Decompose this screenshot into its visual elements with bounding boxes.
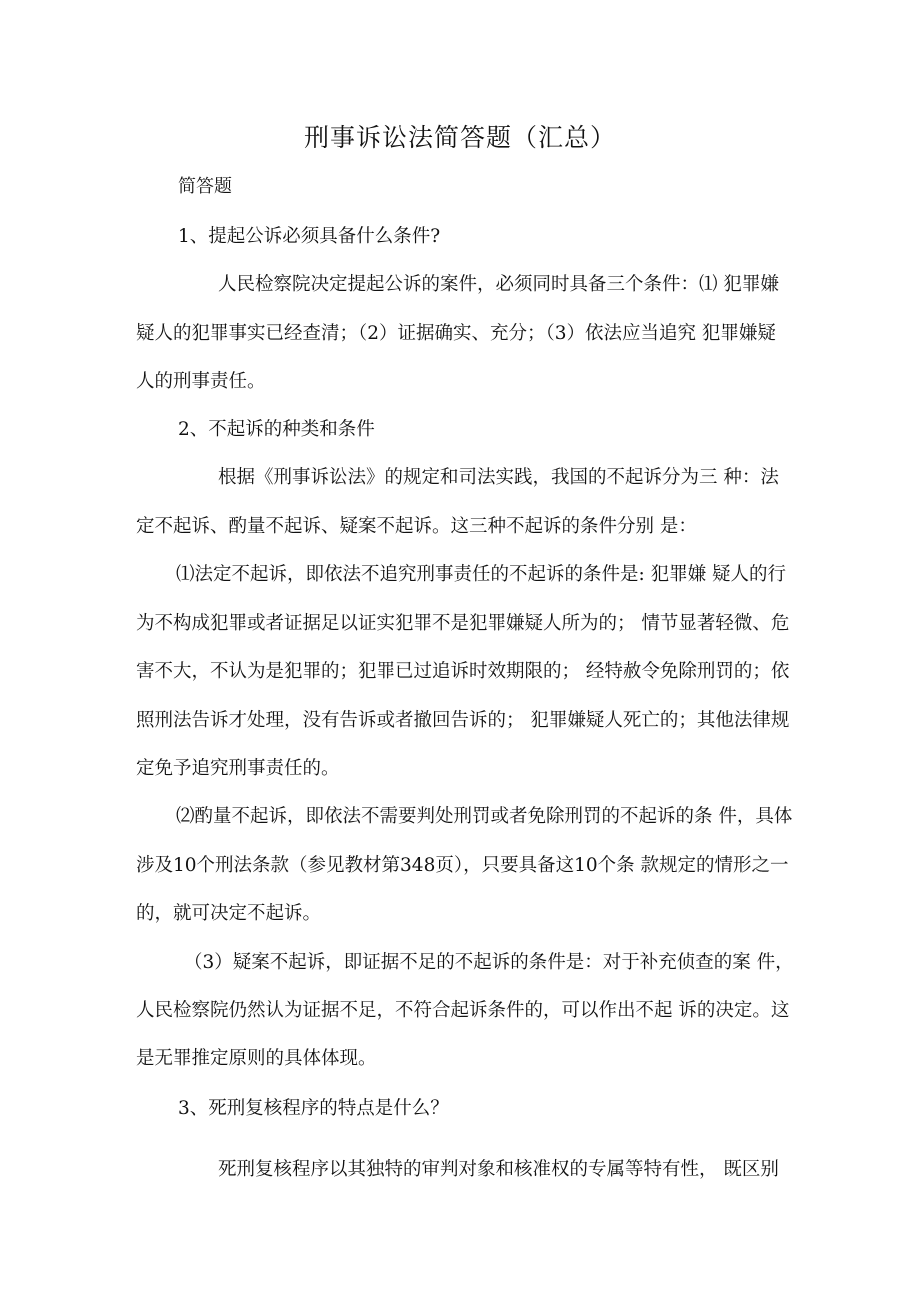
item-1-line-4: 照刑法告诉才处理，没有告诉或者撤回告诉的； 犯罪嫌疑人死亡的；其他法律规 bbox=[136, 710, 790, 731]
item-1-line-3: 害不大，不认为是犯罪的；犯罪已过追诉时效期限的； 经特赦令免除刑罚的；依 bbox=[136, 661, 790, 682]
item-3-line-3: 是无罪推定原则的具体体现。 bbox=[136, 1048, 377, 1069]
item-2-line-1: ⑵酌量不起诉，即依法不需要判处刑罚或者免除刑罚的不起诉的条 件，具体 bbox=[176, 806, 793, 827]
item-1-line-2: 为不构成犯罪或者证据足以证实犯罪不是犯罪嫌疑人所为的； 情节显著轻微、危 bbox=[136, 613, 790, 634]
item-1-line-1: ⑴法定不起诉，即依法不追究刑事责任的不起诉的条件是: 犯罪嫌 疑人的行 bbox=[176, 564, 786, 585]
answer-3-line-1: 死刑复核程序以其独特的审判对象和核准权的专属等特有性， 既区别 bbox=[218, 1159, 779, 1180]
item-3-line-2: 人民检察院仍然认为证据不足，不符合起诉条件的，可以作出不起 诉的决定。这 bbox=[136, 1000, 790, 1021]
item-2-line-3: 的，就可决定不起诉。 bbox=[136, 903, 322, 924]
answer-2-line-1: 根据《刑事诉讼法》的规定和司法实践，我国的不起诉分为三 种：法 bbox=[218, 467, 779, 488]
item-2-line-2: 涉及10个刑法条款（参见教材第348页），只要具备这10个条 款规定的情形之一 bbox=[136, 855, 789, 876]
answer-1-line-3: 人的刑事责任。 bbox=[136, 371, 266, 392]
section-heading: 简答题 bbox=[178, 176, 232, 197]
answer-1-line-2: 疑人的犯罪事实已经查清；（2）证据确实、充分；（3）依法应当追究 犯罪嫌疑 bbox=[136, 323, 776, 344]
answer-2-line-2: 定不起诉、酌量不起诉、疑案不起诉。这三种不起诉的条件分别 是： bbox=[136, 516, 697, 537]
question-1: 1、提起公诉必须具备什么条件? bbox=[178, 226, 441, 247]
page-title: 刑事诉讼法简答题（汇总） bbox=[303, 123, 616, 152]
question-2: 2、不起诉的种类和条件 bbox=[178, 419, 375, 440]
answer-1-line-1: 人民检察院决定提起公诉的案件，必须同时具备三个条件：⑴ 犯罪嫌 bbox=[218, 274, 779, 295]
question-3: 3、死刑复核程序的特点是什么？ bbox=[178, 1098, 449, 1119]
item-1-line-5: 定免予追究刑事责任的。 bbox=[136, 758, 340, 779]
item-3-line-1: （3）疑案不起诉，即证据不足的不起诉的条件是：对于补充侦查的案 件， bbox=[184, 952, 794, 973]
